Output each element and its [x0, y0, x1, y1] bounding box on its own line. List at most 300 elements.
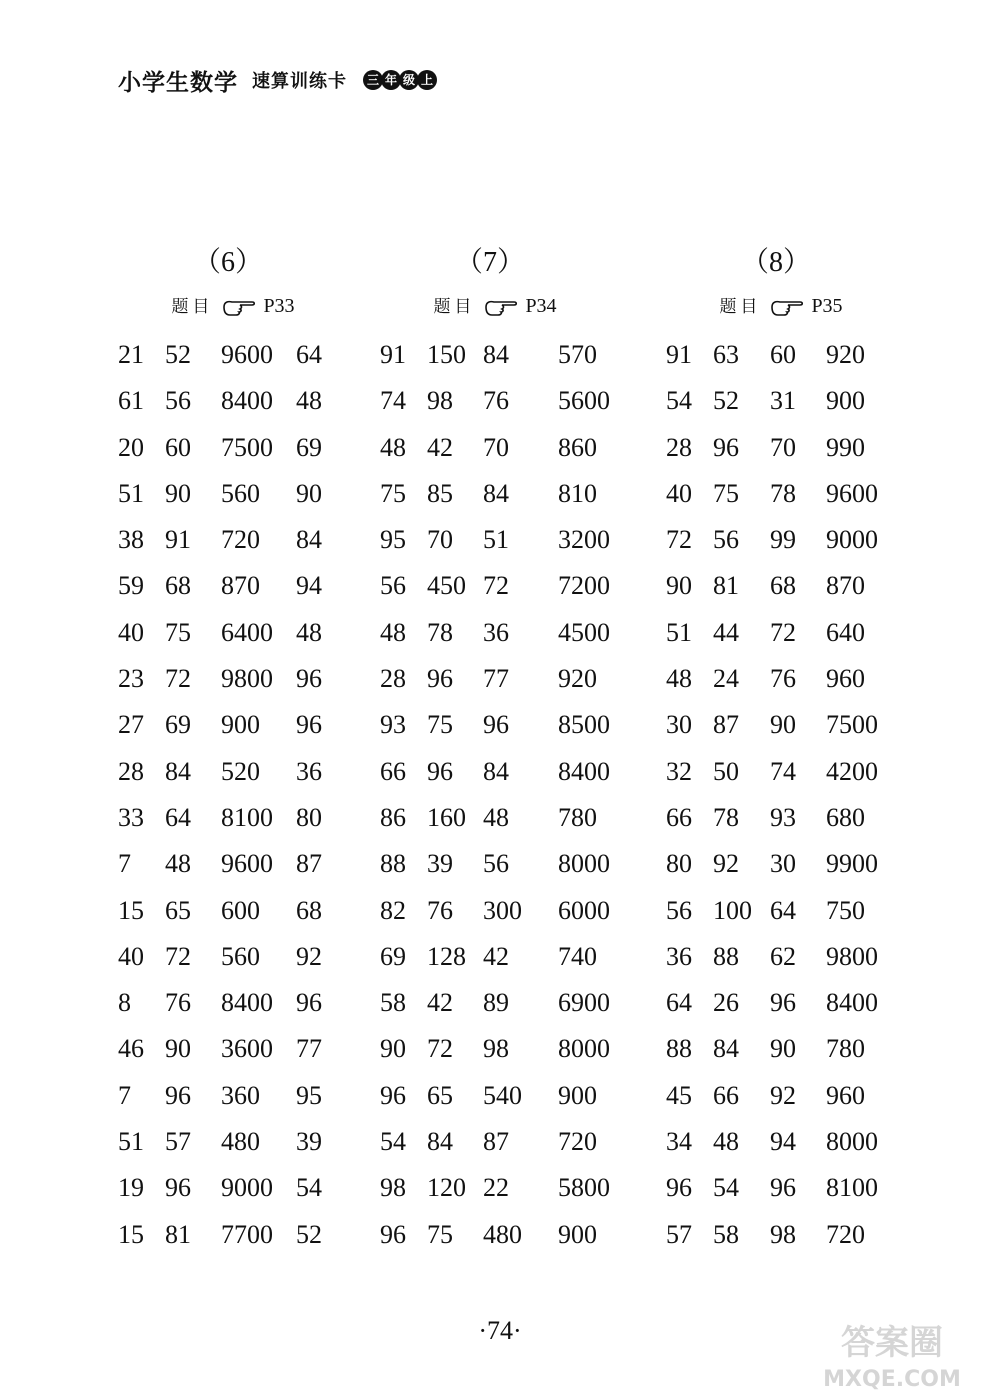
answer-value: 70 [427, 525, 453, 555]
answer-value: 95 [380, 525, 406, 555]
answer-value: 28 [666, 432, 692, 462]
answer-value: 94 [770, 1127, 796, 1157]
grade-char: 上 [417, 70, 437, 90]
answer-value: 66 [713, 1080, 739, 1110]
answer-value: 780 [826, 1034, 865, 1064]
grade-char: 年 [381, 70, 401, 90]
answer-row [380, 610, 610, 656]
reference-page: P34 [525, 295, 557, 317]
answer-value: 64 [296, 340, 322, 369]
answer-value: 50 [713, 756, 739, 786]
answer-row [666, 610, 896, 656]
answer-row [118, 378, 348, 424]
answer-row [380, 1165, 610, 1211]
answer-value: 81 [713, 571, 739, 601]
answer-value: 54 [296, 1173, 322, 1203]
answer-value: 96 [666, 1173, 692, 1203]
answer-row [380, 749, 610, 795]
answer-value: 62 [770, 941, 796, 971]
answer-value: 57 [666, 1219, 692, 1249]
answer-value: 15 [118, 895, 144, 925]
answer-row [380, 702, 610, 748]
answer-value: 540 [483, 1080, 522, 1110]
answer-row [380, 795, 610, 841]
answer-value: 48 [380, 432, 406, 462]
answer-row [666, 332, 896, 378]
answer-value: 960 [826, 664, 865, 694]
answer-value: 54 [380, 1127, 406, 1157]
answer-row [666, 1119, 896, 1165]
answer-value: 560 [221, 941, 260, 971]
answer-value: 90 [165, 1034, 191, 1064]
answer-value: 90 [165, 478, 191, 508]
answer-value: 36 [483, 617, 509, 647]
answer-value: 7500 [826, 710, 878, 740]
grade-badge [363, 70, 435, 90]
answer-value: 520 [221, 756, 260, 786]
answer-value: 42 [427, 988, 453, 1018]
answer-value: 96 [427, 664, 453, 694]
answer-value: 640 [826, 617, 865, 647]
answer-value: 7200 [558, 571, 610, 601]
answer-value: 570 [558, 340, 597, 369]
pointing-hand-icon [484, 298, 518, 316]
answer-value: 6000 [558, 895, 610, 925]
answer-value: 51 [483, 525, 509, 555]
answer-value: 480 [221, 1127, 260, 1157]
reference-label: 题目 [433, 297, 476, 317]
book-subtitle: 速算训练卡 [252, 71, 347, 92]
answer-row [380, 1119, 610, 1165]
answer-value: 8 [118, 988, 131, 1018]
answer-value: 75 [427, 710, 453, 740]
answer-value: 560 [221, 478, 260, 508]
answer-value: 96 [380, 1219, 406, 1249]
answer-value: 8000 [826, 1127, 878, 1157]
answer-value: 96 [770, 988, 796, 1018]
answer-row [118, 795, 348, 841]
answer-value: 94 [296, 571, 322, 601]
answer-value: 66 [666, 802, 692, 832]
answer-value: 900 [826, 386, 865, 416]
answer-value: 98 [483, 1034, 509, 1064]
answer-value: 30 [770, 849, 796, 879]
answer-value: 61 [118, 386, 144, 416]
answer-value: 26 [713, 988, 739, 1018]
answer-value: 68 [296, 895, 322, 925]
answer-value: 88 [380, 849, 406, 879]
reference-label: 题目 [719, 297, 762, 317]
answer-value: 4200 [826, 756, 878, 786]
answer-row [118, 1073, 348, 1119]
answer-value: 99 [770, 525, 796, 555]
answer-value: 87 [296, 849, 322, 879]
answer-row [380, 980, 610, 1026]
answer-value: 91 [165, 525, 191, 555]
watermark-logo-url: MXQE.COM [823, 1367, 961, 1392]
answer-row [666, 702, 896, 748]
answer-value: 7 [118, 1080, 131, 1110]
answer-value: 75 [427, 1219, 453, 1249]
answer-value: 9600 [221, 849, 273, 879]
answer-value: 87 [713, 710, 739, 740]
answer-value: 96 [713, 432, 739, 462]
answer-rows [118, 332, 348, 1258]
answer-value: 31 [770, 386, 796, 416]
answer-value: 84 [165, 756, 191, 786]
answer-value: 7500 [221, 432, 273, 462]
answer-row [118, 1026, 348, 1072]
answer-value: 160 [427, 802, 466, 832]
answer-value: 40 [118, 941, 144, 971]
answer-value: 65 [427, 1080, 453, 1110]
answer-value: 52 [296, 1219, 322, 1249]
answer-value: 7700 [221, 1219, 273, 1249]
answer-value: 720 [221, 525, 260, 555]
answer-value: 23 [118, 664, 144, 694]
answer-value: 64 [770, 895, 796, 925]
answer-value: 740 [558, 941, 597, 971]
answer-row [666, 1026, 896, 1072]
answer-value: 54 [713, 1173, 739, 1203]
answer-value: 64 [165, 802, 191, 832]
answer-value: 74 [770, 756, 796, 786]
answer-value: 42 [427, 432, 453, 462]
answer-value: 86 [380, 802, 406, 832]
answer-value: 75 [380, 478, 406, 508]
answer-value: 58 [713, 1219, 739, 1249]
answer-value: 69 [380, 941, 406, 971]
answer-value: 92 [296, 941, 322, 971]
answer-value: 69 [165, 710, 191, 740]
answer-value: 77 [296, 1034, 322, 1064]
answer-value: 51 [118, 478, 144, 508]
answer-value: 77 [483, 664, 509, 694]
answer-value: 450 [427, 571, 466, 601]
answer-value: 5800 [558, 1173, 610, 1203]
answer-value: 28 [380, 664, 406, 694]
answer-value: 36 [666, 941, 692, 971]
answer-value: 21 [118, 340, 144, 369]
answer-value: 100 [713, 895, 752, 925]
answer-row [666, 471, 896, 517]
pointing-hand-icon [222, 298, 256, 316]
answer-value: 9800 [221, 664, 273, 694]
answer-value: 9600 [221, 340, 273, 369]
answer-value: 990 [826, 432, 865, 462]
answer-row [118, 656, 348, 702]
answer-value: 84 [483, 756, 509, 786]
grade-char: 级 [399, 70, 419, 90]
answer-row [118, 517, 348, 563]
answer-value: 9000 [221, 1173, 273, 1203]
answer-value: 150 [427, 340, 466, 369]
watermark-logo [802, 1314, 982, 1394]
answer-value: 9600 [826, 478, 878, 508]
answer-value: 96 [427, 756, 453, 786]
answer-value: 48 [483, 802, 509, 832]
answer-row [380, 1073, 610, 1119]
answer-value: 63 [713, 340, 739, 369]
answer-row [118, 332, 348, 378]
answer-row [118, 749, 348, 795]
answer-row [380, 378, 610, 424]
answer-value: 84 [296, 525, 322, 555]
answer-row [380, 563, 610, 609]
reference-page: P35 [811, 295, 843, 317]
answer-row [666, 1073, 896, 1119]
answer-value: 44 [713, 617, 739, 647]
answer-value: 60 [770, 340, 796, 369]
answer-value: 900 [221, 710, 260, 740]
answer-value: 96 [380, 1080, 406, 1110]
answer-value: 72 [165, 664, 191, 694]
answer-value: 51 [666, 617, 692, 647]
answer-value: 90 [296, 478, 322, 508]
answer-rows [380, 332, 610, 1258]
answer-value: 90 [380, 1034, 406, 1064]
grade-char: 三 [363, 70, 383, 90]
answer-value: 72 [483, 571, 509, 601]
answer-row [666, 934, 896, 980]
answer-value: 89 [483, 988, 509, 1018]
answer-value: 120 [427, 1173, 466, 1203]
answer-value: 96 [296, 988, 322, 1018]
watermark-logo-text: 答案圈 [841, 1323, 943, 1363]
answer-value: 90 [770, 1034, 796, 1064]
answer-value: 96 [296, 664, 322, 694]
answer-value: 88 [666, 1034, 692, 1064]
answer-value: 19 [118, 1173, 144, 1203]
answer-value: 8400 [558, 756, 610, 786]
answer-value: 480 [483, 1219, 522, 1249]
answer-value: 81 [165, 1219, 191, 1249]
answer-row [118, 841, 348, 887]
answer-value: 4500 [558, 617, 610, 647]
section-label: （7） [454, 247, 525, 278]
answer-value: 960 [826, 1080, 865, 1110]
answer-value: 68 [770, 571, 796, 601]
section-label: （6） [192, 247, 263, 278]
answer-value: 91 [380, 340, 406, 369]
page-number: ·74· [478, 1316, 522, 1345]
answer-row [666, 841, 896, 887]
reference-label: 题目 [171, 297, 214, 317]
answer-value: 98 [380, 1173, 406, 1203]
section-label: （8） [740, 247, 811, 278]
answer-value: 45 [666, 1080, 692, 1110]
answer-value: 80 [296, 802, 322, 832]
answer-value: 76 [427, 895, 453, 925]
answer-row [666, 563, 896, 609]
answer-value: 6400 [221, 617, 273, 647]
answer-value: 76 [483, 386, 509, 416]
answer-value: 15 [118, 1219, 144, 1249]
answer-value: 52 [713, 386, 739, 416]
answer-value: 64 [666, 988, 692, 1018]
answer-value: 40 [666, 478, 692, 508]
answer-row [380, 1212, 610, 1258]
answer-value: 93 [770, 802, 796, 832]
answer-value: 66 [380, 756, 406, 786]
answer-value: 68 [165, 571, 191, 601]
answer-value: 22 [483, 1173, 509, 1203]
answer-value: 6900 [558, 988, 610, 1018]
answer-value: 24 [713, 664, 739, 694]
answer-row [118, 610, 348, 656]
answer-row [118, 934, 348, 980]
answer-value: 85 [427, 478, 453, 508]
answer-value: 28 [118, 756, 144, 786]
answer-value: 680 [826, 802, 865, 832]
answer-value: 920 [558, 664, 597, 694]
answer-value: 20 [118, 432, 144, 462]
pointing-hand-icon [770, 298, 804, 316]
answer-value: 78 [427, 617, 453, 647]
answer-value: 34 [666, 1127, 692, 1157]
answer-value: 39 [427, 849, 453, 879]
answer-row [118, 888, 348, 934]
answer-value: 30 [666, 710, 692, 740]
answer-value: 78 [713, 802, 739, 832]
answer-row [666, 1165, 896, 1211]
answer-value: 8000 [558, 1034, 610, 1064]
answer-value: 52 [165, 340, 191, 369]
answer-value: 42 [483, 941, 509, 971]
answer-value: 82 [380, 895, 406, 925]
answer-value: 84 [427, 1127, 453, 1157]
answer-value: 870 [221, 571, 260, 601]
answer-value: 36 [296, 756, 322, 786]
answer-value: 76 [165, 988, 191, 1018]
answer-value: 98 [427, 386, 453, 416]
answer-value: 98 [770, 1219, 796, 1249]
answer-row [380, 1026, 610, 1072]
answer-row [118, 1212, 348, 1258]
answer-value: 70 [483, 432, 509, 462]
answer-value: 88 [713, 941, 739, 971]
answer-value: 600 [221, 895, 260, 925]
answer-value: 90 [770, 710, 796, 740]
answer-value: 84 [483, 340, 509, 369]
answer-row [118, 1119, 348, 1165]
answer-value: 8400 [826, 988, 878, 1018]
answer-value: 750 [826, 895, 865, 925]
answer-value: 58 [380, 988, 406, 1018]
answer-value: 860 [558, 432, 597, 462]
answer-value: 84 [483, 478, 509, 508]
answer-value: 92 [770, 1080, 796, 1110]
answer-value: 39 [296, 1127, 322, 1157]
answer-value: 70 [770, 432, 796, 462]
answer-value: 91 [666, 340, 692, 369]
answer-value: 48 [713, 1127, 739, 1157]
answer-value: 720 [558, 1127, 597, 1157]
answer-value: 51 [118, 1127, 144, 1157]
answer-row [666, 378, 896, 424]
answer-row [380, 425, 610, 471]
answer-row [118, 471, 348, 517]
answer-value: 72 [427, 1034, 453, 1064]
answer-row [380, 888, 610, 934]
answer-value: 95 [296, 1080, 322, 1110]
question-reference [666, 292, 896, 318]
answer-value: 8000 [558, 849, 610, 879]
answer-value: 56 [713, 525, 739, 555]
answer-row [666, 425, 896, 471]
answer-value: 8400 [221, 988, 273, 1018]
answer-value: 360 [221, 1080, 260, 1110]
answer-row [118, 702, 348, 748]
answer-value: 74 [380, 386, 406, 416]
question-reference [380, 292, 610, 318]
answer-rows [666, 332, 896, 1258]
answer-value: 56 [666, 895, 692, 925]
answer-value: 75 [713, 478, 739, 508]
answer-value: 8400 [221, 386, 273, 416]
answer-value: 93 [380, 710, 406, 740]
answer-value: 96 [770, 1173, 796, 1203]
answer-value: 75 [165, 617, 191, 647]
answer-value: 72 [666, 525, 692, 555]
answer-row [118, 1165, 348, 1211]
answer-value: 40 [118, 617, 144, 647]
header [118, 60, 435, 100]
answer-value: 720 [826, 1219, 865, 1249]
answer-value: 84 [713, 1034, 739, 1064]
answer-row [666, 888, 896, 934]
answer-row [666, 795, 896, 841]
answer-value: 72 [165, 941, 191, 971]
answer-value: 96 [165, 1080, 191, 1110]
answer-value: 9800 [826, 941, 878, 971]
answer-value: 9900 [826, 849, 878, 879]
answer-value: 870 [826, 571, 865, 601]
answer-value: 128 [427, 941, 466, 971]
answer-row [380, 517, 610, 563]
answer-value: 48 [666, 664, 692, 694]
answer-value: 920 [826, 340, 865, 369]
answer-value: 8100 [221, 802, 273, 832]
answer-value: 56 [165, 386, 191, 416]
answer-value: 810 [558, 478, 597, 508]
answer-row [666, 656, 896, 702]
answer-value: 8100 [826, 1173, 878, 1203]
answer-value: 80 [666, 849, 692, 879]
answer-row [380, 841, 610, 887]
answer-row [380, 332, 610, 378]
answer-value: 8500 [558, 710, 610, 740]
answer-value: 92 [713, 849, 739, 879]
answer-value: 57 [165, 1127, 191, 1157]
answer-value: 5600 [558, 386, 610, 416]
answer-value: 48 [380, 617, 406, 647]
question-reference [118, 292, 348, 318]
answer-value: 56 [380, 571, 406, 601]
answer-row [666, 749, 896, 795]
answer-value: 72 [770, 617, 796, 647]
answer-value: 9000 [826, 525, 878, 555]
answer-value: 3200 [558, 525, 610, 555]
answer-value: 32 [666, 756, 692, 786]
answer-value: 48 [165, 849, 191, 879]
answer-value: 7 [118, 849, 131, 879]
answer-row [666, 980, 896, 1026]
answer-row [666, 517, 896, 563]
answer-row [380, 471, 610, 517]
answer-value: 46 [118, 1034, 144, 1064]
answer-value: 900 [558, 1219, 597, 1249]
